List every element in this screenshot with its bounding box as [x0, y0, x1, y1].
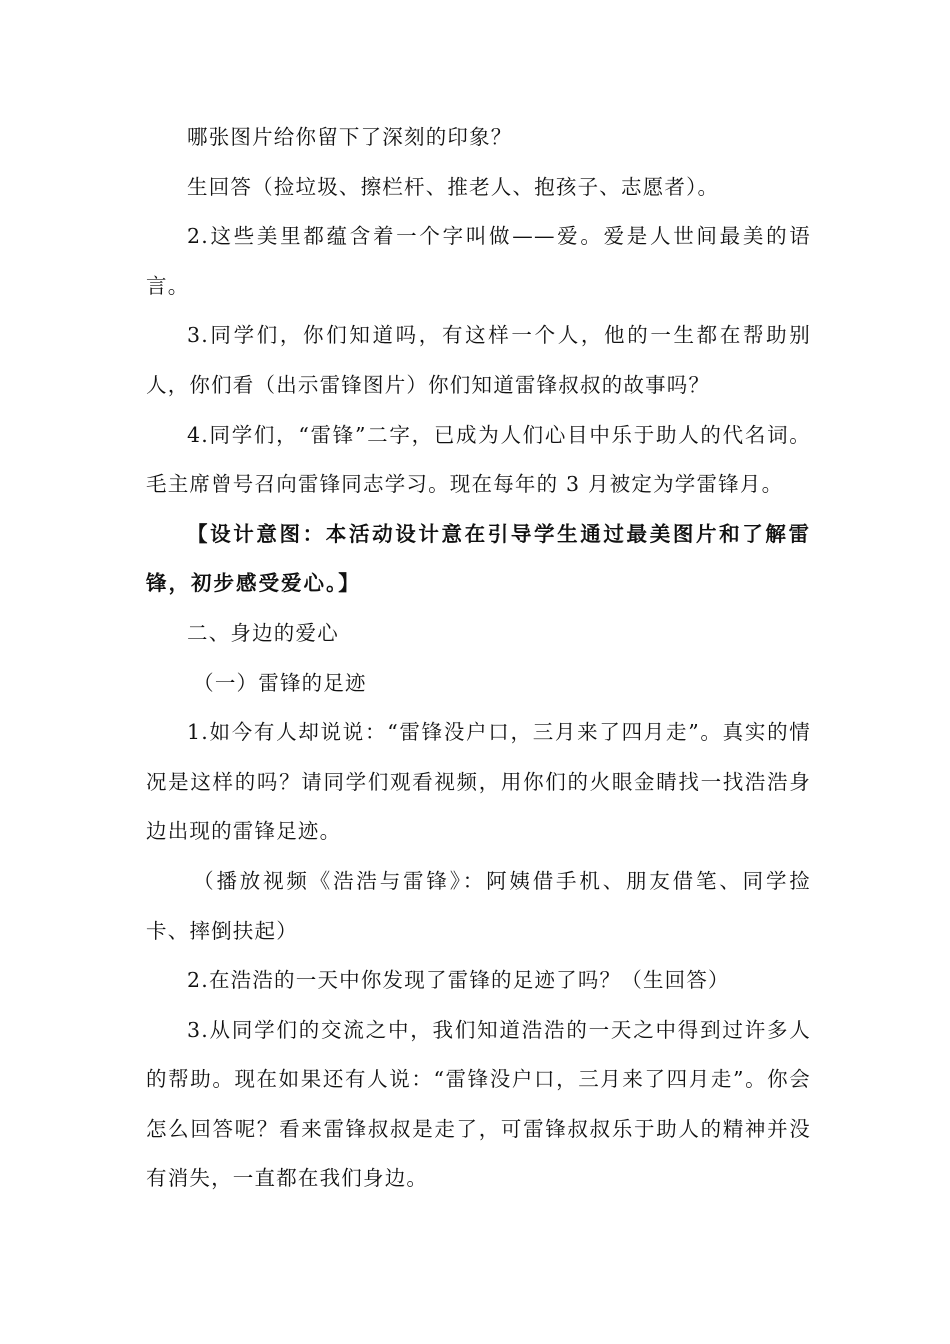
paragraph-student-answer: 生回答（捡垃圾、擦栏杆、推老人、抱孩子、志愿者）。: [187, 174, 720, 199]
paragraph-item-3b: 3.从同学们的交流之中，我们知道浩浩的一天之中得到过许多人的帮助。现在如果还有人说：“雷锋没户口，三月来了四月走”。你会怎么回答呢？看来雷锋叔叔是走了，可雷锋叔叔乐于助人的精神并没有消失，一直都在我们身边。: [146, 1017, 811, 1191]
paragraph-item-1: 1.如今有人却说说：“雷锋没户口，三月来了四月走”。真实的情况是这样的吗？请同学们观看视频，用你们的火眼金睛找一找浩浩身边出现的雷锋足迹。: [146, 720, 811, 844]
subsection-heading: （一）雷锋的足迹: [193, 670, 367, 695]
paragraph-video-note: （播放视频《浩浩与雷锋》：阿姨借手机、朋友借笔、同学捡卡、摔倒扶起）: [146, 868, 811, 943]
paragraph-item-2b: 2.在浩浩的一天中你发现了雷锋的足迹了吗？（生回答）: [187, 968, 730, 993]
paragraph-item-2: 2.这些美里都蕴含着一个字叫做——爱。爱是人世间最美的语言。: [146, 224, 811, 298]
paragraph-item-4: 4.同学们，“雷锋”二字，已成为人们心目中乐于助人的代名词。毛主席曾号召向雷锋同志学习。现在每年的 3 月被定为学雷锋月。: [146, 422, 811, 497]
document-body: [146, 113, 811, 1204]
section-heading: 二、身边的爱心: [187, 620, 339, 645]
paragraph-item-3: 3.同学们，你们知道吗，有这样一个人，他的一生都在帮助别人，你们看（出示雷锋图片）你们知道雷锋叔叔的故事吗？: [146, 323, 811, 397]
paragraph-question: 哪张图片给你留下了深刻的印象？: [187, 125, 513, 149]
design-intent-note: 【设计意图：本活动设计意在引导学生通过最美图片和了解雷锋，初步感受爱心。】: [146, 521, 811, 596]
